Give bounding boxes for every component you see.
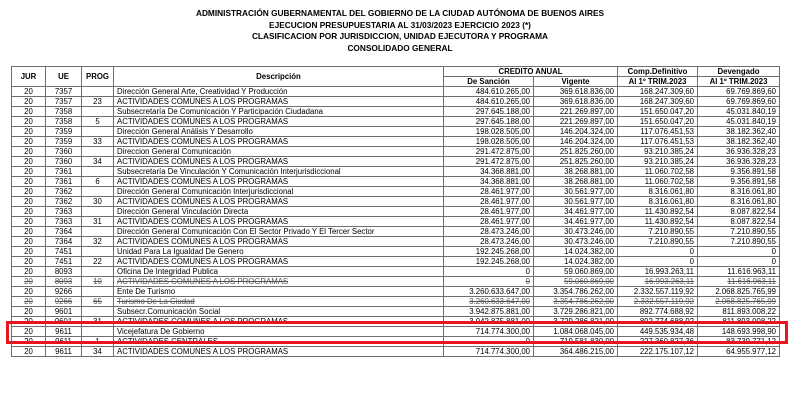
cell-vigente: 14.024.382,00	[534, 257, 618, 267]
cell-sancion: 0	[444, 267, 534, 277]
cell-prog	[82, 147, 114, 157]
cell-comp: 2.332.557.119,92	[618, 297, 698, 307]
cell-prog: 5	[82, 117, 114, 127]
table-row	[12, 317, 780, 327]
table-row	[12, 167, 780, 177]
col-devengado: Devengado	[698, 67, 780, 77]
cell-comp: 11.430.892,54	[618, 217, 698, 227]
cell-jur: 20	[12, 97, 46, 107]
cell-dev: 36.936.328,23	[698, 157, 780, 167]
table-row	[12, 127, 780, 137]
cell-prog	[82, 127, 114, 137]
cell-prog: 34	[82, 157, 114, 167]
cell-dev: 2.068.825.765,99	[698, 287, 780, 297]
cell-ue: 7364	[46, 227, 82, 237]
cell-sancion: 714.774.300,00	[444, 347, 534, 357]
cell-comp: 117.076.451,53	[618, 137, 698, 147]
cell-sancion: 714.774.300,00	[444, 327, 534, 337]
cell-desc: Dirección General Comunicación Con El Sector Privado Y El Tercer Sector	[114, 227, 444, 237]
cell-ue: 9611	[46, 347, 82, 357]
table-row	[12, 267, 780, 277]
table-row	[12, 237, 780, 247]
table-row	[12, 337, 780, 347]
cell-comp: 449.535.934,48	[618, 327, 698, 337]
cell-vigente: 59.060.869,00	[534, 277, 618, 287]
cell-prog	[82, 187, 114, 197]
cell-ue: 9266	[46, 297, 82, 307]
cell-jur: 20	[12, 347, 46, 357]
cell-prog	[82, 167, 114, 177]
cell-dev: 69.769.869,60	[698, 97, 780, 107]
cell-comp: 222.175.107,12	[618, 347, 698, 357]
cell-sancion: 192.245.268,00	[444, 247, 534, 257]
cell-desc: Direccion General Comunicación	[114, 147, 444, 157]
cell-desc: Oficina De Integridad Publica	[114, 267, 444, 277]
cell-prog: 31	[82, 217, 114, 227]
cell-vigente: 3.729.286.821,00	[534, 317, 618, 327]
cell-desc: ACTIVIDADES COMUNES A LOS PROGRAMAS	[114, 277, 444, 287]
cell-jur: 20	[12, 277, 46, 287]
cell-prog: 1	[82, 337, 114, 347]
col-comp-definitivo: Comp.Definitivo	[618, 67, 698, 77]
cell-ue: 7359	[46, 137, 82, 147]
cell-jur: 20	[12, 247, 46, 257]
cell-jur: 20	[12, 197, 46, 207]
cell-vigente: 146.204.324,00	[534, 127, 618, 137]
table-row	[12, 207, 780, 217]
cell-vigente: 30.473.246,00	[534, 227, 618, 237]
table-row	[12, 137, 780, 147]
report-classification: CLASIFICACION POR JURISDICCION, UNIDAD EJECUTORA Y PROGRAMA	[251, 31, 549, 41]
cell-vigente: 251.825.260,00	[534, 147, 618, 157]
cell-dev: 8.087.822,54	[698, 217, 780, 227]
table-row	[12, 97, 780, 107]
col-prog: PROG	[82, 67, 114, 87]
cell-dev: 0	[698, 257, 780, 267]
table-row	[12, 157, 780, 167]
cell-prog	[82, 227, 114, 237]
cell-jur: 20	[12, 147, 46, 157]
cell-desc: ACTIVIDADES COMUNES A LOS PROGRAMAS	[114, 117, 444, 127]
cell-prog	[82, 327, 114, 337]
cell-ue: 9611	[46, 337, 82, 347]
cell-vigente: 146.204.324,00	[534, 137, 618, 147]
cell-dev: 7.210.890,55	[698, 237, 780, 247]
cell-comp: 93.210.385,24	[618, 157, 698, 167]
cell-sancion: 198.028.505,00	[444, 137, 534, 147]
report-scope: CONSOLIDADO GENERAL	[347, 42, 453, 53]
cell-ue: 7359	[46, 127, 82, 137]
cell-vigente: 251.825.260,00	[534, 157, 618, 167]
cell-sancion: 198.028.505,00	[444, 127, 534, 137]
cell-comp: 2.332.557.119,92	[618, 287, 698, 297]
cell-dev: 45.031.840,19	[698, 117, 780, 127]
cell-comp: 168.247.309,60	[618, 97, 698, 107]
table-row	[12, 227, 780, 237]
cell-comp: 7.210.890,55	[618, 227, 698, 237]
cell-desc: Ente De Turismo	[114, 287, 444, 297]
cell-prog: 10	[82, 277, 114, 287]
cell-vigente: 30.561.977,00	[534, 187, 618, 197]
cell-prog	[82, 267, 114, 277]
cell-vigente: 719.581.830,00	[534, 337, 618, 347]
table-row	[12, 147, 780, 157]
cell-prog: 33	[82, 137, 114, 147]
cell-prog: 65	[82, 297, 114, 307]
cell-sancion: 484.610.265,00	[444, 97, 534, 107]
cell-vigente: 38.268.881,00	[534, 177, 618, 187]
cell-vigente: 3.354.786.262,00	[534, 297, 618, 307]
cell-jur: 20	[12, 307, 46, 317]
cell-vigente: 369.618.836,00	[534, 87, 618, 97]
cell-sancion: 3.942.875.881,00	[444, 307, 534, 317]
cell-prog: 22	[82, 257, 114, 267]
cell-sancion: 0	[444, 337, 534, 347]
table-row	[12, 217, 780, 227]
cell-vigente: 38.268.881,00	[534, 167, 618, 177]
cell-vigente: 34.461.977,00	[534, 217, 618, 227]
cell-desc: ACTIVIDADES COMUNES A LOS PROGRAMAS	[114, 257, 444, 267]
cell-prog: 31	[82, 317, 114, 327]
cell-jur: 20	[12, 227, 46, 237]
cell-sancion: 3.260.633.647,00	[444, 287, 534, 297]
cell-desc: ACTIVIDADES CENTRALES	[114, 337, 444, 347]
cell-jur: 20	[12, 117, 46, 127]
cell-ue: 7357	[46, 97, 82, 107]
cell-desc: ACTIVIDADES COMUNES A LOS PROGRAMAS	[114, 317, 444, 327]
table-body	[12, 87, 780, 357]
cell-dev: 8.087.822,54	[698, 207, 780, 217]
cell-vigente: 221.269.897,00	[534, 117, 618, 127]
cell-prog: 30	[82, 197, 114, 207]
cell-prog: 34	[82, 347, 114, 357]
cell-jur: 20	[12, 287, 46, 297]
cell-desc: ACTIVIDADES COMUNES A LOS PROGRAMAS	[114, 347, 444, 357]
col-dev-trim: Al 1º TRIM.2023	[698, 77, 780, 87]
cell-dev: 9.356.891,58	[698, 167, 780, 177]
cell-vigente: 30.473.246,00	[534, 237, 618, 247]
cell-ue: 7358	[46, 117, 82, 127]
cell-desc: Unidad Para La Igualdad De Genero	[114, 247, 444, 257]
cell-jur: 20	[12, 237, 46, 247]
cell-jur: 20	[12, 257, 46, 267]
table-row	[12, 277, 780, 287]
cell-sancion: 28.461.977,00	[444, 187, 534, 197]
table-row	[12, 247, 780, 257]
cell-comp: 11.060.702,58	[618, 167, 698, 177]
cell-ue: 7360	[46, 157, 82, 167]
cell-dev: 8.316.061,80	[698, 187, 780, 197]
cell-jur: 20	[12, 297, 46, 307]
cell-comp: 11.430.892,54	[618, 207, 698, 217]
cell-comp: 892.774.688,92	[618, 307, 698, 317]
cell-desc: Dirección General Análisis Y Desarrollo	[114, 127, 444, 137]
cell-comp: 8.316.061,80	[618, 197, 698, 207]
cell-dev: 11.616.963,11	[698, 267, 780, 277]
cell-desc: ACTIVIDADES COMUNES A LOS PROGRAMAS	[114, 137, 444, 147]
col-vigente: Vigente	[534, 77, 618, 87]
cell-jur: 20	[12, 127, 46, 137]
cell-sancion: 291.472.875,00	[444, 157, 534, 167]
cell-jur: 20	[12, 87, 46, 97]
cell-desc: Dirección General Comunicación Interjurisdiccional	[114, 187, 444, 197]
cell-jur: 20	[12, 177, 46, 187]
cell-comp: 227.360.827,36	[618, 337, 698, 347]
cell-comp: 16.993.263,11	[618, 277, 698, 287]
table-row	[12, 117, 780, 127]
cell-prog	[82, 207, 114, 217]
cell-dev: 8.316.061,80	[698, 197, 780, 207]
cell-jur: 20	[12, 207, 46, 217]
cell-ue: 7362	[46, 187, 82, 197]
cell-comp: 168.247.309,60	[618, 87, 698, 97]
cell-vigente: 221.269.897,00	[534, 107, 618, 117]
cell-dev: 7.210.890,55	[698, 227, 780, 237]
table-row	[12, 197, 780, 207]
cell-comp: 117.076.451,53	[618, 127, 698, 137]
table-row	[12, 297, 780, 307]
cell-ue: 9601	[46, 317, 82, 327]
cell-sancion: 34.368.881,00	[444, 177, 534, 187]
cell-dev: 148.693.998,90	[698, 327, 780, 337]
cell-jur: 20	[12, 137, 46, 147]
cell-desc: ACTIVIDADES COMUNES A LOS PROGRAMAS	[114, 97, 444, 107]
table-row	[12, 307, 780, 317]
cell-ue: 7363	[46, 207, 82, 217]
report-subtitle: EJECUCION PRESUPUESTARIA AL 31/03/2023 EJERCICIO 2023 (*)	[269, 19, 531, 30]
col-comp-trim: Al 1º TRIM.2023	[618, 77, 698, 87]
cell-jur: 20	[12, 327, 46, 337]
cell-comp: 151.650.047,20	[618, 107, 698, 117]
cell-ue: 7451	[46, 247, 82, 257]
cell-desc: Turismo De La Ciudad	[114, 297, 444, 307]
table-row	[12, 287, 780, 297]
col-jur: JUR	[12, 67, 46, 87]
cell-vigente: 30.561.977,00	[534, 197, 618, 207]
cell-desc: Dirección General Arte, Creatividad Y Producción	[114, 87, 444, 97]
cell-prog	[82, 307, 114, 317]
cell-prog	[82, 287, 114, 297]
cell-ue: 7361	[46, 177, 82, 187]
cell-sancion: 291.472.875,00	[444, 147, 534, 157]
cell-dev: 2.068.825.765,99	[698, 297, 780, 307]
cell-desc: Vicejefatura De Gobierno	[114, 327, 444, 337]
cell-ue: 7364	[46, 237, 82, 247]
col-de-sancion: De Sanción	[444, 77, 534, 87]
cell-jur: 20	[12, 217, 46, 227]
col-descripcion: Descripción	[114, 67, 444, 87]
cell-dev: 64.955.977,12	[698, 347, 780, 357]
cell-desc: ACTIVIDADES COMUNES A LOS PROGRAMAS	[114, 217, 444, 227]
cell-comp: 892.774.688,92	[618, 317, 698, 327]
cell-dev: 811.893.008,22	[698, 307, 780, 317]
cell-ue: 7358	[46, 107, 82, 117]
cell-dev: 83.739.771,12	[698, 337, 780, 347]
cell-vigente: 369.618.836,00	[534, 97, 618, 107]
cell-jur: 20	[12, 267, 46, 277]
cell-ue: 7361	[46, 167, 82, 177]
table-row	[12, 177, 780, 187]
cell-jur: 20	[12, 337, 46, 347]
cell-prog	[82, 247, 114, 257]
cell-sancion: 28.461.977,00	[444, 197, 534, 207]
cell-ue: 9266	[46, 287, 82, 297]
cell-sancion: 28.461.977,00	[444, 217, 534, 227]
cell-comp: 0	[618, 257, 698, 267]
cell-desc: Subsecr.Comunicación Social	[114, 307, 444, 317]
cell-prog	[82, 107, 114, 117]
cell-sancion: 0	[444, 277, 534, 287]
cell-vigente: 34.461.977,00	[534, 207, 618, 217]
cell-dev: 11.616.963,11	[698, 277, 780, 287]
cell-sancion: 297.645.188,00	[444, 117, 534, 127]
cell-sancion: 34.368.881,00	[444, 167, 534, 177]
cell-prog: 32	[82, 237, 114, 247]
table-row	[12, 257, 780, 267]
cell-sancion: 3.942.875.881,00	[444, 317, 534, 327]
cell-desc: ACTIVIDADES COMUNES A LOS PROGRAMAS	[114, 157, 444, 167]
cell-jur: 20	[12, 157, 46, 167]
cell-comp: 93.210.385,24	[618, 147, 698, 157]
cell-ue: 7357	[46, 87, 82, 97]
cell-comp: 11.060.702,58	[618, 177, 698, 187]
cell-vigente: 1.084.068.045,00	[534, 327, 618, 337]
cell-sancion: 28.461.977,00	[444, 207, 534, 217]
cell-vigente: 14.024.382,00	[534, 247, 618, 257]
cell-comp: 8.316.061,80	[618, 187, 698, 197]
cell-dev: 69.769.869,60	[698, 87, 780, 97]
cell-jur: 20	[12, 187, 46, 197]
cell-prog: 6	[82, 177, 114, 187]
cell-ue: 7360	[46, 147, 82, 157]
report-title: ADMINISTRACIÓN GUBERNAMENTAL DEL GOBIERNO DE LA CIUDAD AUTÓNOMA DE BUENOS AIRES	[195, 8, 605, 18]
cell-comp: 151.650.047,20	[618, 117, 698, 127]
cell-sancion: 192.245.268,00	[444, 257, 534, 267]
cell-desc: ACTIVIDADES COMUNES A LOS PROGRAMAS	[114, 197, 444, 207]
cell-ue: 7363	[46, 217, 82, 227]
table-row	[12, 87, 780, 97]
cell-comp: 7.210.890,55	[618, 237, 698, 247]
col-ue: UE	[46, 67, 82, 87]
cell-sancion: 3.260.633.647,00	[444, 297, 534, 307]
cell-desc: Subsecretaría De Vinculación Y Comunicación Interjurisdiccional	[114, 167, 444, 177]
col-credito-anual: CREDITO ANUAL	[444, 67, 618, 77]
cell-dev: 38.182.362,40	[698, 137, 780, 147]
cell-ue: 7451	[46, 257, 82, 267]
cell-desc: ACTIVIDADES COMUNES A LOS PROGRAMAS	[114, 177, 444, 187]
cell-vigente: 59.060.869,00	[534, 267, 618, 277]
table-row	[12, 187, 780, 197]
cell-prog	[82, 87, 114, 97]
cell-sancion: 28.473.246,00	[444, 227, 534, 237]
cell-sancion: 28.473.246,00	[444, 237, 534, 247]
cell-sancion: 297.645.188,00	[444, 107, 534, 117]
cell-ue: 9611	[46, 327, 82, 337]
report-header	[0, 8, 800, 54]
cell-dev: 45.031.840,19	[698, 107, 780, 117]
budget-table	[11, 66, 780, 357]
cell-vigente: 3.729.286.821,00	[534, 307, 618, 317]
cell-comp: 0	[618, 247, 698, 257]
cell-ue: 8093	[46, 277, 82, 287]
cell-sancion: 484.610.265,00	[444, 87, 534, 97]
cell-desc: ACTIVIDADES COMUNES A LOS PROGRAMAS	[114, 237, 444, 247]
cell-dev: 38.182.362,40	[698, 127, 780, 137]
cell-jur: 20	[12, 317, 46, 327]
cell-dev: 36.936.328,23	[698, 147, 780, 157]
cell-desc: Subsecretaría De Comunicación Y Participación Ciudadana	[114, 107, 444, 117]
cell-comp: 16.993.263,11	[618, 267, 698, 277]
cell-ue: 7362	[46, 197, 82, 207]
cell-jur: 20	[12, 107, 46, 117]
table-row	[12, 107, 780, 117]
cell-prog: 23	[82, 97, 114, 107]
cell-vigente: 364.486.215,00	[534, 347, 618, 357]
table-row	[12, 347, 780, 357]
cell-dev: 811.893.008,22	[698, 317, 780, 327]
table-row	[12, 327, 780, 337]
cell-vigente: 3.354.786.262,00	[534, 287, 618, 297]
cell-ue: 8093	[46, 267, 82, 277]
cell-ue: 9601	[46, 307, 82, 317]
cell-desc: Dirección General Vinculación Directa	[114, 207, 444, 217]
cell-jur: 20	[12, 167, 46, 177]
cell-dev: 0	[698, 247, 780, 257]
cell-dev: 9.356.891,58	[698, 177, 780, 187]
